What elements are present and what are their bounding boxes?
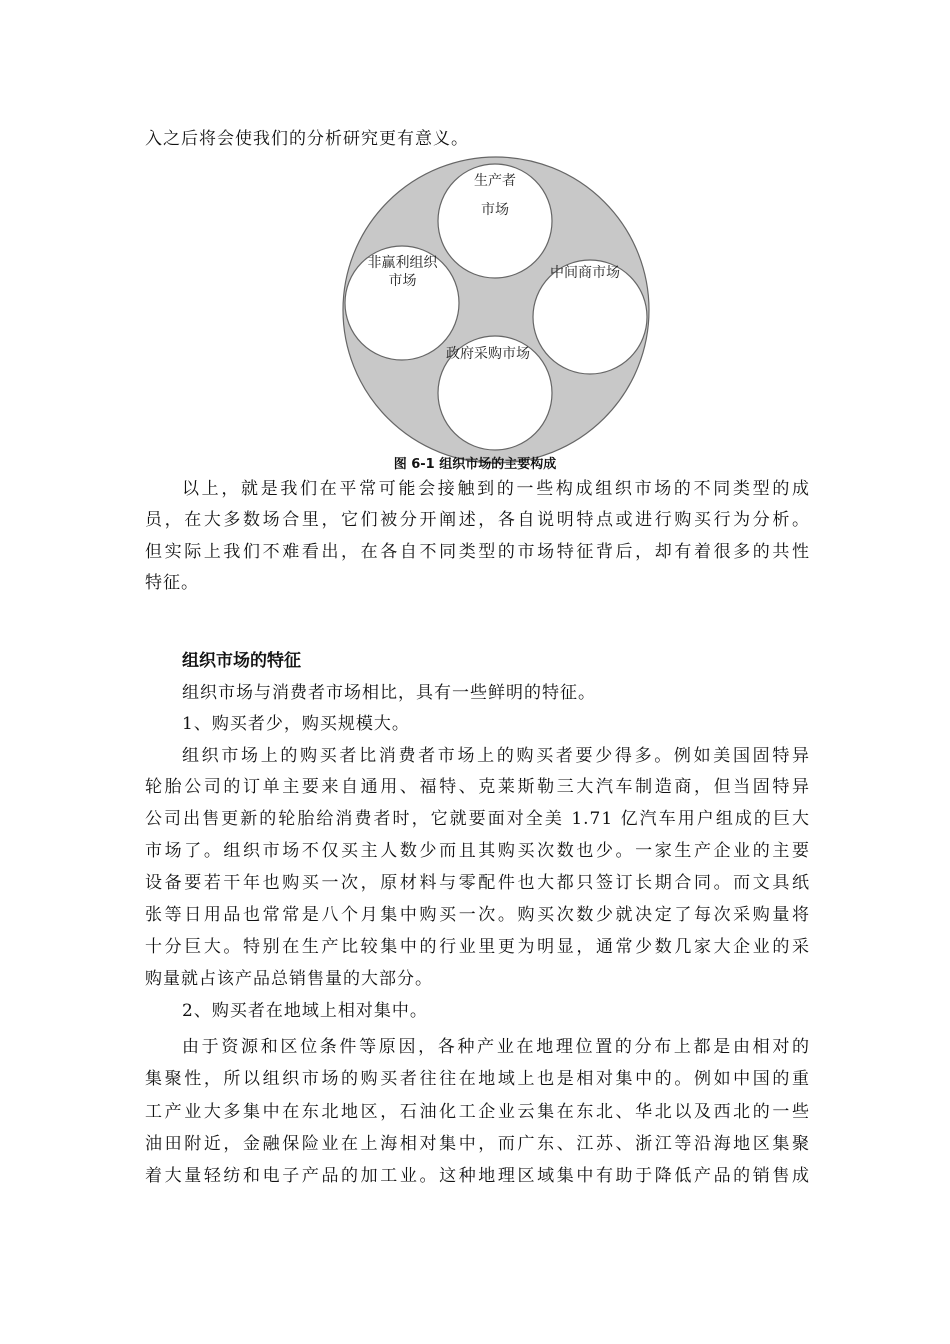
intermediary-market-label: 中间商市场 — [550, 265, 620, 281]
paragraph-line: 购量就占该产品总销售量的大部分。 — [145, 969, 433, 989]
paragraph-line: 由于资源和区位条件等原因，各种产业在地理位置的分布上都是由相对的 — [182, 1037, 810, 1057]
paragraph-line: 公司出售更新的轮胎给消费者时，它就要面对全美 1.71 亿汽车用户组成的巨大 — [145, 809, 810, 829]
section-title: 组织市场的特征 — [182, 651, 301, 671]
paragraph-line: 市场了。组织市场不仅买主人数少而且其购买次数也少。一家生产企业的主要 — [145, 841, 810, 861]
paragraph-line: 工产业大多集中在东北地区，石油化工企业云集在东北、华北以及西北的一些 — [145, 1102, 810, 1122]
section-intro: 组织市场与消费者市场相比，具有一些鲜明的特征。 — [182, 683, 596, 703]
organization-market-diagram — [0, 0, 950, 480]
paragraph-line: 着大量轻纺和电子产品的加工业。这种地理区域集中有助于降低产品的销售成 — [145, 1166, 810, 1186]
paragraph-line: 设备要若干年也购买一次，原材料与零配件也大都只签订长期合同。而文具纸 — [145, 873, 810, 893]
point-2-title: 2、购买者在地域上相对集中。 — [182, 1001, 428, 1021]
paragraph-line: 但实际上我们不难看出，在各自不同类型的市场特征背后，却有着很多的共性 — [145, 542, 810, 562]
nonprofit-market-label-2: 市场 — [388, 273, 417, 289]
figure-caption: 图 6-1 组织市场的主要构成 — [393, 457, 557, 472]
nonprofit-market-label-1: 非赢利组织 — [367, 255, 438, 271]
paragraph-line: 十分巨大。特别在生产比较集中的行业里更为明显，通常少数几家大企业的采 — [145, 937, 810, 957]
paragraph-line: 员，在大多数场合里，它们被分开阐述，各自说明特点或进行购买行为分析。 — [145, 510, 810, 530]
producer-market-label-2: 市场 — [481, 202, 509, 218]
paragraph-line: 油田附近，金融保险业在上海相对集中，而广东、江苏、浙江等沿海地区集聚 — [145, 1134, 810, 1154]
paragraph-line: 张等日用品也常常是八个月集中购买一次。购买次数少就决定了每次采购量将 — [145, 905, 810, 925]
paragraph-line: 特征。 — [145, 573, 199, 593]
intro-line: 入之后将会使我们的分析研究更有意义。 — [145, 129, 469, 149]
paragraph-line: 集聚性，所以组织市场的购买者往往在地域上也是相对集中的。例如中国的重 — [145, 1069, 810, 1089]
paragraph-line: 以上，就是我们在平常可能会接触到的一些构成组织市场的不同类型的成 — [182, 479, 810, 499]
producer-market-label-1: 生产者 — [474, 173, 516, 189]
government-market-label: 政府采购市场 — [446, 346, 530, 362]
paragraph-line: 轮胎公司的订单主要来自通用、福特、克莱斯勒三大汽车制造商，但当固特异 — [145, 777, 810, 797]
paragraph-line: 组织市场上的购买者比消费者市场上的购买者要少得多。例如美国固特异 — [182, 746, 810, 766]
point-1-title: 1、购买者少，购买规模大。 — [182, 714, 410, 734]
